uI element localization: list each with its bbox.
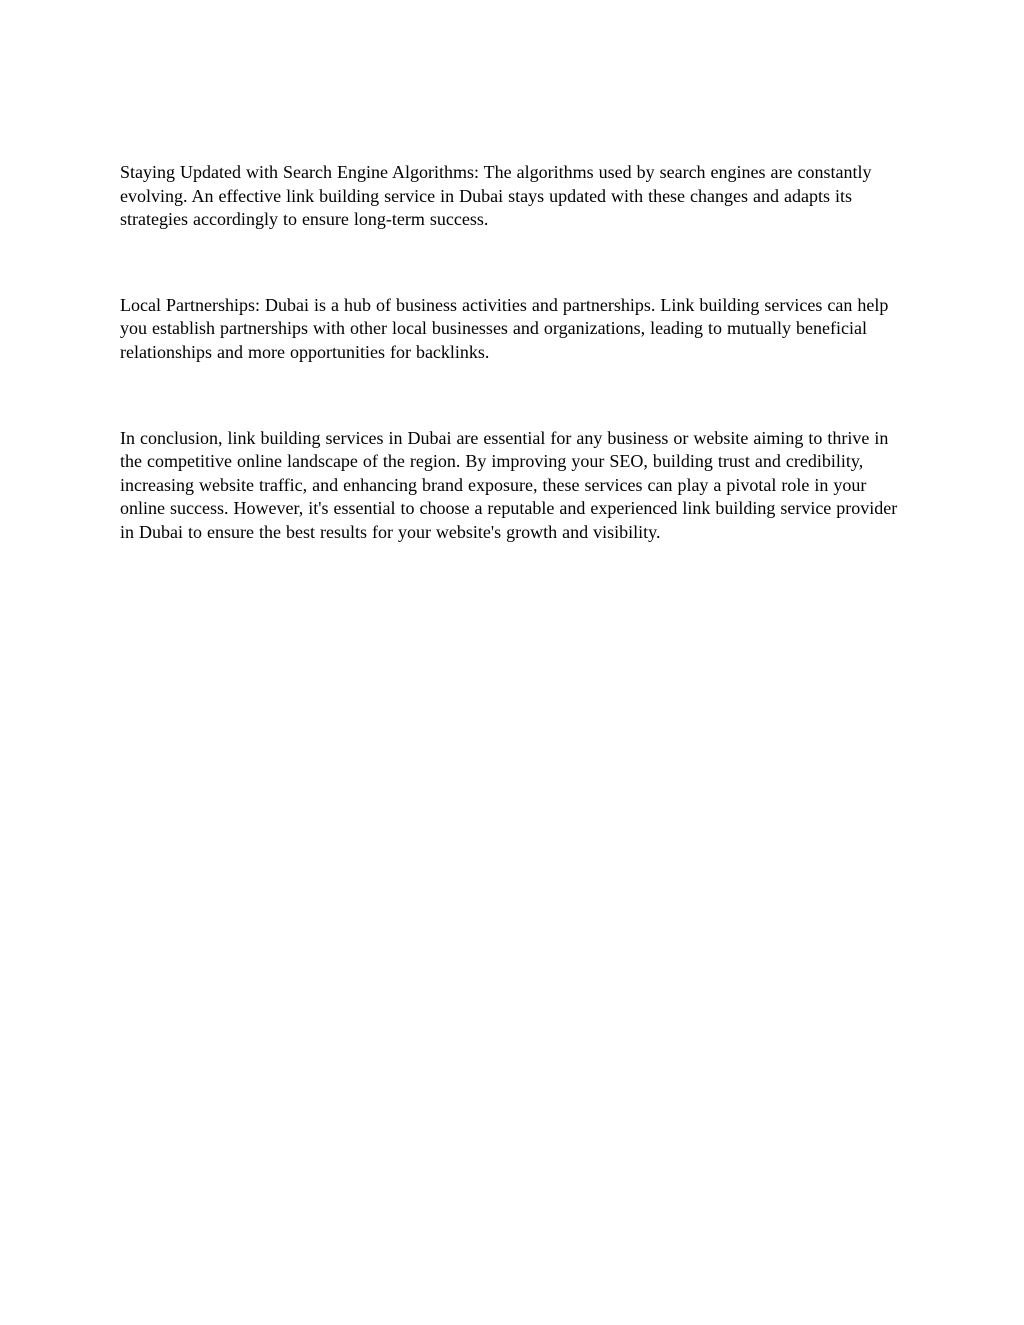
paragraph-staying-updated: Staying Updated with Search Engine Algorithms: The algorithms used by search engines are constantly evolving. An effective link building service in Dubai stays updated with these changes and adapts its strategies accordingly to ensure long-term success. [120,162,872,230]
document-body [120,161,912,607]
paragraph-conclusion: In conclusion, link building services in Dubai are essential for any business or website aiming to thrive in the competitive online landscape of the region. By improving your SEO, building trust and credibility, increasing website traffic, and enhancing brand exposure, these services can play a pivotal role in your online success. However, it's essential to choose a reputable and experienced link building service provider in Dubai to ensure the best results for your website's growth and visibility. [120,427,898,542]
paragraph-local-partnerships: Local Partnerships: Dubai is a hub of business activities and partnerships. Link building services can help you establish partnerships with other local businesses and organizations, leading to mutually beneficial relationships and more opportunities for backlinks. [120,294,889,362]
